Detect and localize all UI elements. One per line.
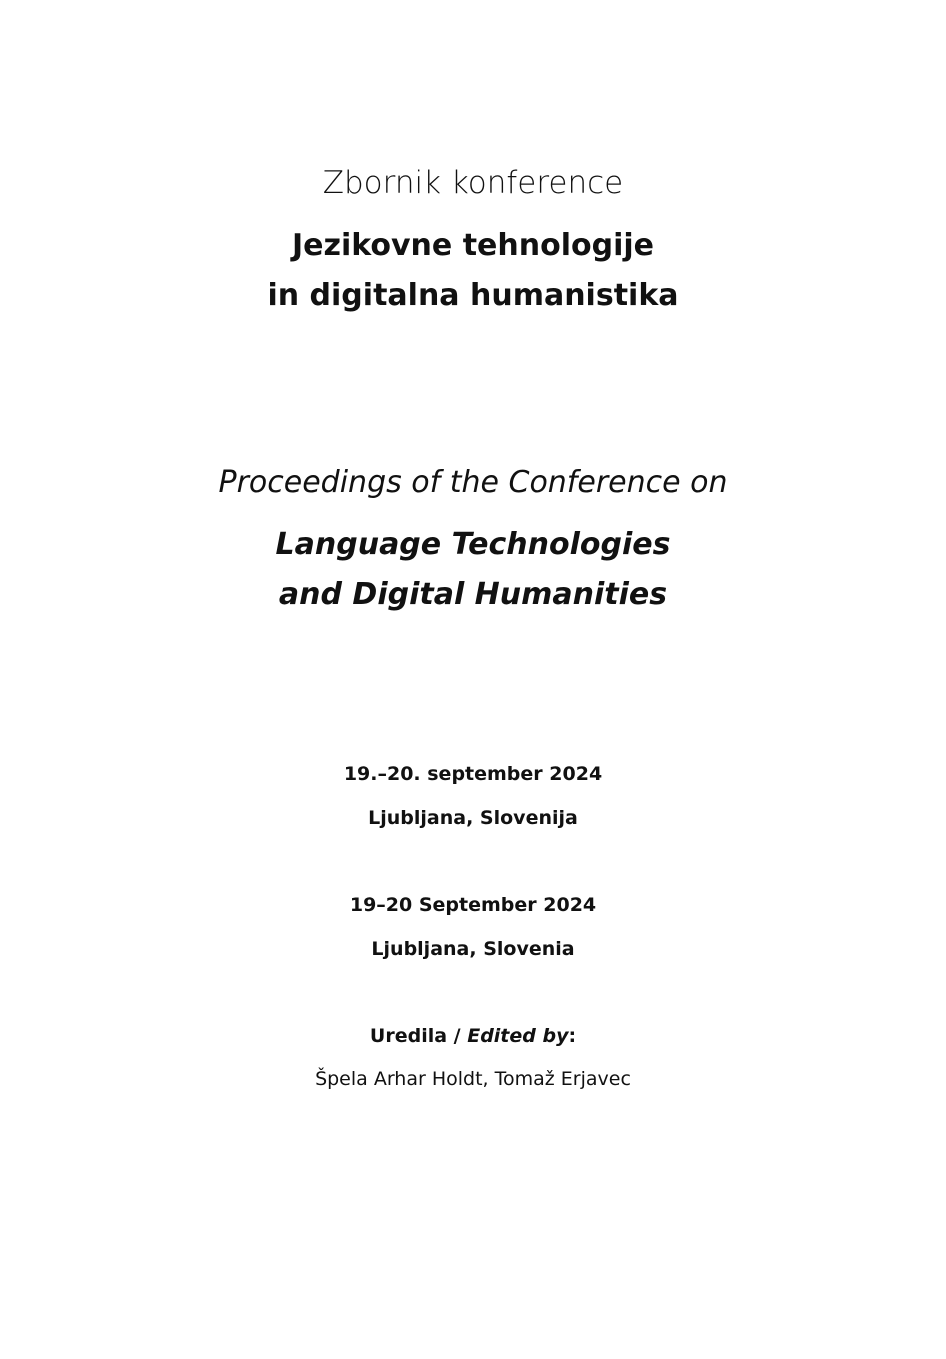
editors-label-slovene: Uredila / [369, 1025, 468, 1047]
english-heading: Proceedings of the Conference on [218, 465, 728, 500]
editors-names: Špela Arhar Holdt, Tomaž Erjavec [315, 1068, 631, 1090]
english-title-line1: Language Technologies [275, 527, 671, 562]
editors-label-colon: : [568, 1025, 577, 1047]
slovene-place: Ljubljana, Slovenija [368, 807, 578, 829]
slovene-date: 19.–20. september 2024 [343, 763, 603, 785]
slovene-heading: Zbornik konference [322, 165, 624, 201]
english-place: Ljubljana, Slovenia [371, 938, 575, 960]
english-title-line2: and Digital Humanities [278, 577, 668, 612]
slovene-title-line1: Jezikovne tehnologije [291, 228, 654, 263]
english-date: 19–20 September 2024 [349, 894, 597, 916]
slovene-title-line2: in digitalna humanistika [267, 278, 679, 313]
editors-label-english: Edited by [467, 1025, 569, 1047]
editors-label [0, 1027, 946, 1046]
